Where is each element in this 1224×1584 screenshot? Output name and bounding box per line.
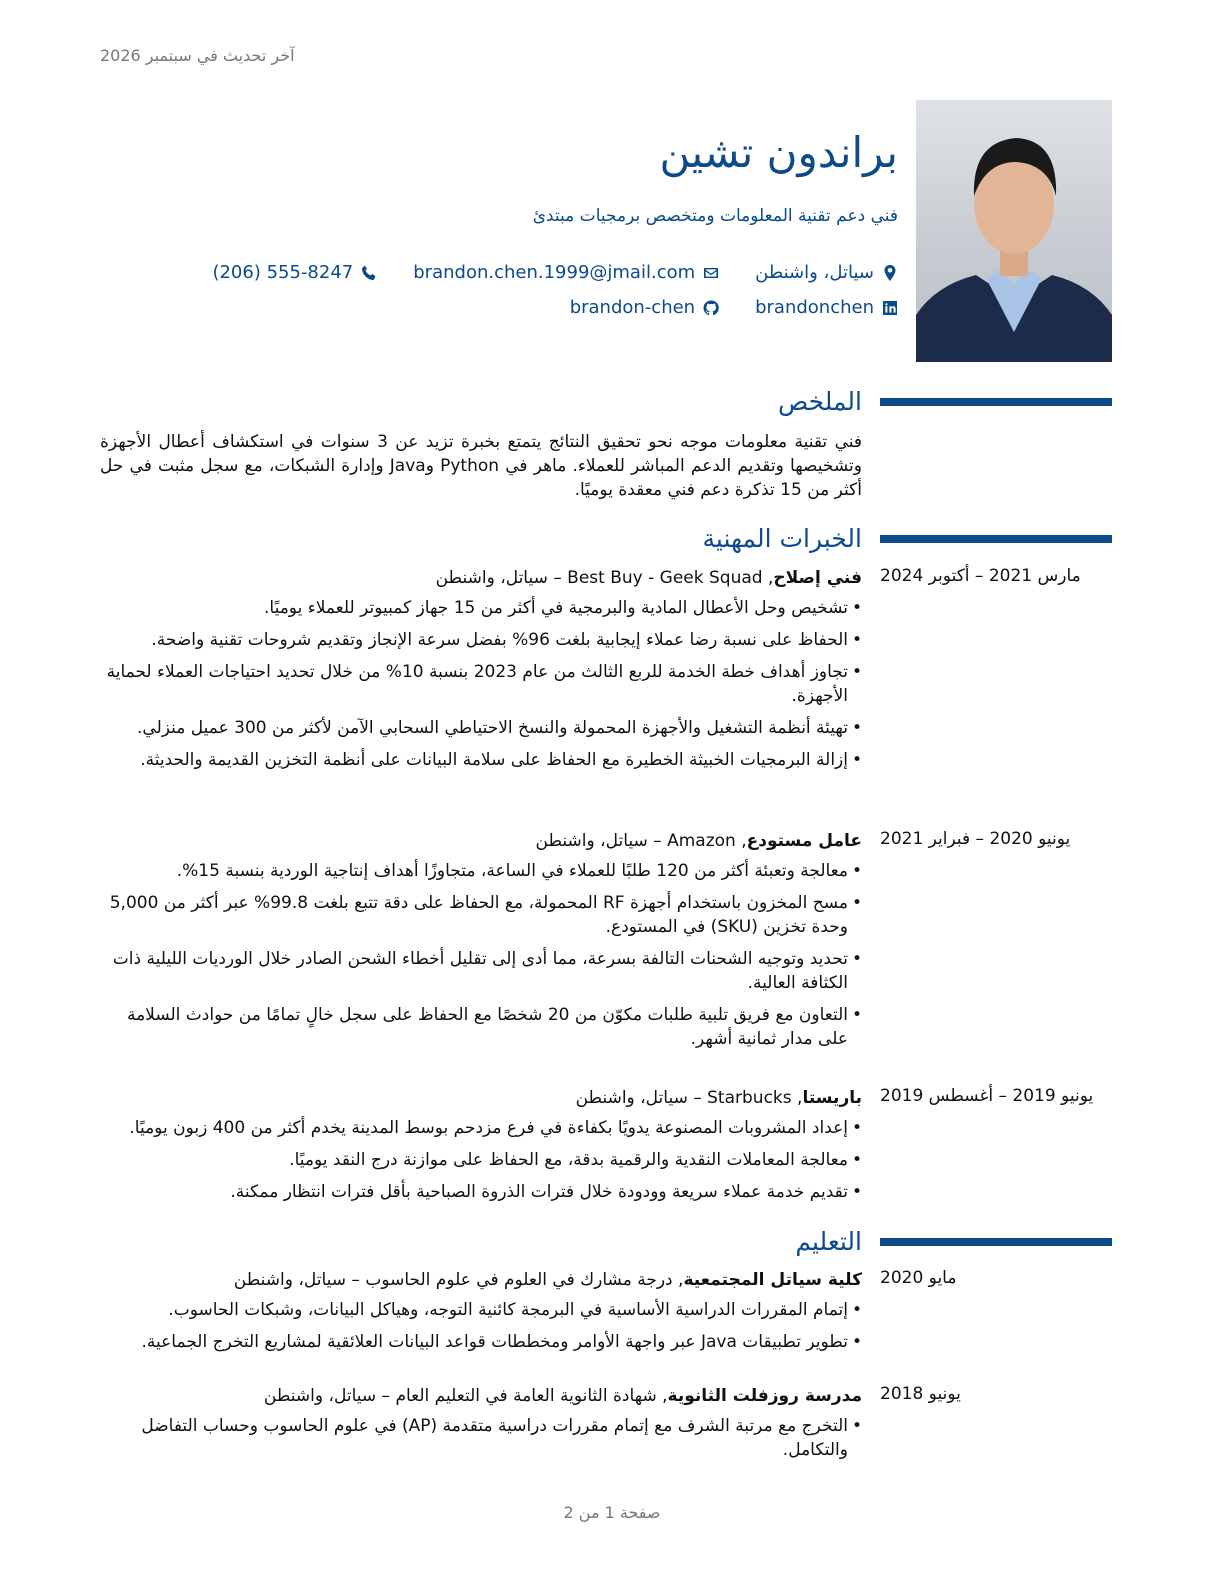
education-bullets <box>100 1298 862 1354</box>
bullet-item: • تجاوز أهداف خطة الخدمة للربع الثالث من عام 2023 بنسبة 10% من خلال تحديد احتياجات العملاء لحماية الأجهزة. <box>100 660 862 708</box>
candidate-tagline: فني دعم تقنية المعلومات ومتخصص برمجيات مبتدئ <box>532 206 898 226</box>
contact-location <box>755 262 898 283</box>
job-title-line <box>100 566 862 590</box>
bullet-item: • معالجة المعاملات النقدية والرقمية بدقة، مع الحفاظ على موازنة درج النقد يوميًا. <box>100 1148 862 1172</box>
page-number: صفحة 1 من 2 <box>563 1503 661 1522</box>
job-entry <box>100 566 862 780</box>
education-dates: مايو 2020 <box>880 1268 957 1288</box>
last-updated: آخر تحديث في سبتمبر 2026 <box>100 46 295 65</box>
bullet-item: • التعاون مع فريق تلبية طلبات مكوّن من 20 شخصًا مع الحفاظ على سجل خالٍ تمامًا من حوادث السلامة على مدار ثمانية أشهر. <box>100 1003 862 1051</box>
bullet-item: • تطوير تطبيقات Java عبر واجهة الأوامر ومخططات قواعد البيانات العلائقية لمشاريع التخرج الجماعية. <box>100 1330 862 1354</box>
summary-heading: الملخص <box>777 387 862 416</box>
school-name: مدرسة روزفلت الثانوية <box>667 1386 862 1406</box>
job-role: عامل مستودع <box>746 831 862 851</box>
contact-email[interactable] <box>413 262 719 283</box>
job-separator: , <box>791 1088 803 1108</box>
experience-heading: الخبرات المهنية <box>702 524 862 553</box>
bullet-item: • تقديم خدمة عملاء سريعة وودودة خلال فترات الذروة الصباحية بأقل فترات انتظار ممكنة. <box>100 1180 862 1204</box>
bullet-item: • الحفاظ على نسبة رضا عملاء إيجابية بلغت 96% بفضل سرعة الإنجاز وتقديم شروحات تقنية واضحة. <box>100 628 862 652</box>
linkedin-icon <box>882 300 898 316</box>
job-dates: يونيو 2020 – فبراير 2021 <box>880 829 1071 849</box>
job-bullets <box>100 1116 862 1204</box>
summary-heading-rule <box>880 398 1112 406</box>
bullet-item: • تحديد وتوجيه الشحنات التالفة بسرعة، مما أدى إلى تقليل أخطاء الشحن الصادر خلال الورديات الليلية ذات الكثافة العالية. <box>100 947 862 995</box>
bullet-item: • تهيئة أنظمة التشغيل والأجهزة المحمولة والنسخ الاحتياطي السحابي الآمن لأكثر من 300 عميل منزلي. <box>100 716 862 740</box>
contact-row-2 <box>78 297 898 318</box>
job-org: Amazon – سياتل، واشنطن <box>535 831 736 851</box>
location-text: سياتل، واشنطن <box>755 262 874 283</box>
education-entry <box>100 1268 862 1362</box>
education-entry <box>100 1384 862 1470</box>
school-detail: درجة مشارك في العلوم في علوم الحاسوب – سياتل، واشنطن <box>233 1270 673 1290</box>
job-org: Best Buy - Geek Squad – سياتل، واشنطن <box>435 568 763 588</box>
job-entry <box>100 829 862 1059</box>
bullet-item: • مسح المخزون باستخدام أجهزة RF المحمولة، مع الحفاظ على دقة تتبع بلغت 99.8% عبر أكثر من 5,000 وحدة تخزين (SKU) في المستودع. <box>100 891 862 939</box>
envelope-icon <box>703 265 719 281</box>
email-link[interactable]: brandon.chen.1999@jmail.com <box>413 262 696 283</box>
education-heading-rule <box>880 1238 1112 1246</box>
phone-text[interactable]: (206) 555-8247 <box>212 262 354 283</box>
job-dates: مارس 2021 – أكتوبر 2024 <box>880 566 1081 586</box>
job-role: فني إصلاح <box>773 568 862 588</box>
github-link[interactable]: brandon-chen <box>569 297 696 318</box>
bullet-item: • تشخيص وحل الأعطال المادية والبرمجية في أكثر من 15 جهاز كمبيوتر للعملاء يوميًا. <box>100 596 862 620</box>
contact-phone[interactable] <box>212 262 377 283</box>
bullet-item: • معالجة وتعبئة أكثر من 120 طلبًا للعملاء في الساعة، متجاوزًا أهداف إنتاجية الوردية بنسبة 15%. <box>100 859 862 883</box>
school-separator: , <box>656 1386 668 1406</box>
candidate-name: براندون تشين <box>659 128 898 177</box>
phone-icon <box>361 265 377 281</box>
experience-heading-rule <box>880 535 1112 543</box>
job-title-line <box>100 829 862 853</box>
bullet-item: • إزالة البرمجيات الخبيثة الخطيرة مع الحفاظ على سلامة البيانات على أنظمة التخزين القديمة والحديثة. <box>100 748 862 772</box>
job-entry <box>100 1086 862 1212</box>
education-heading: التعليم <box>795 1227 862 1256</box>
contact-github[interactable] <box>570 297 719 318</box>
school-name: كلية سياتل المجتمعية <box>683 1270 862 1290</box>
job-bullets <box>100 859 862 1051</box>
github-icon <box>703 300 719 316</box>
job-role: باريستا <box>802 1088 862 1108</box>
profile-photo <box>916 100 1112 362</box>
contact-linkedin[interactable] <box>755 297 898 318</box>
portrait-image <box>916 100 1112 362</box>
school-separator: , <box>672 1270 684 1290</box>
education-title-line <box>100 1268 862 1292</box>
summary-text: فني تقنية معلومات موجه نحو تحقيق النتائج يتمتع بخبرة تزيد عن 3 سنوات في استكشاف أعطال الأجهزة وتشخيصها وتقديم الدعم المباشر للعملاء. ماهر في Python وJava وإدارة الشبكات، مع سجل مثبت في حل أكثر من 15 تذكرة دعم فني معقدة يوميًا. <box>100 432 862 500</box>
education-dates: يونيو 2018 <box>880 1384 961 1404</box>
job-org: Starbucks – سياتل، واشنطن <box>575 1088 792 1108</box>
job-separator: , <box>735 831 747 851</box>
linkedin-link[interactable]: brandonchen <box>755 297 874 318</box>
job-separator: , <box>762 568 774 588</box>
job-dates: يونيو 2019 – أغسطس 2019 <box>880 1086 1094 1106</box>
job-title-line <box>100 1086 862 1110</box>
contact-block <box>78 262 898 332</box>
location-pin-icon <box>882 265 898 281</box>
education-bullets <box>100 1414 862 1462</box>
bullet-item: • إتمام المقررات الدراسية الأساسية في البرمجة كائنية التوجه، وهياكل البيانات، وشبكات الحاسوب. <box>100 1298 862 1322</box>
bullet-item: • إعداد المشروبات المصنوعة يدويًا بكفاءة في فرع مزدحم بوسط المدينة يخدم أكثر من 400 زبون يوميًا. <box>100 1116 862 1140</box>
contact-row-1 <box>78 262 898 283</box>
bullet-item: • التخرج مع مرتبة الشرف مع إتمام مقررات دراسية متقدمة (AP) في علوم الحاسوب وحساب التفاضل والتكامل. <box>100 1414 862 1462</box>
job-bullets <box>100 596 862 772</box>
education-title-line <box>100 1384 862 1408</box>
school-detail: شهادة الثانوية العامة في التعليم العام – سياتل، واشنطن <box>263 1386 657 1406</box>
